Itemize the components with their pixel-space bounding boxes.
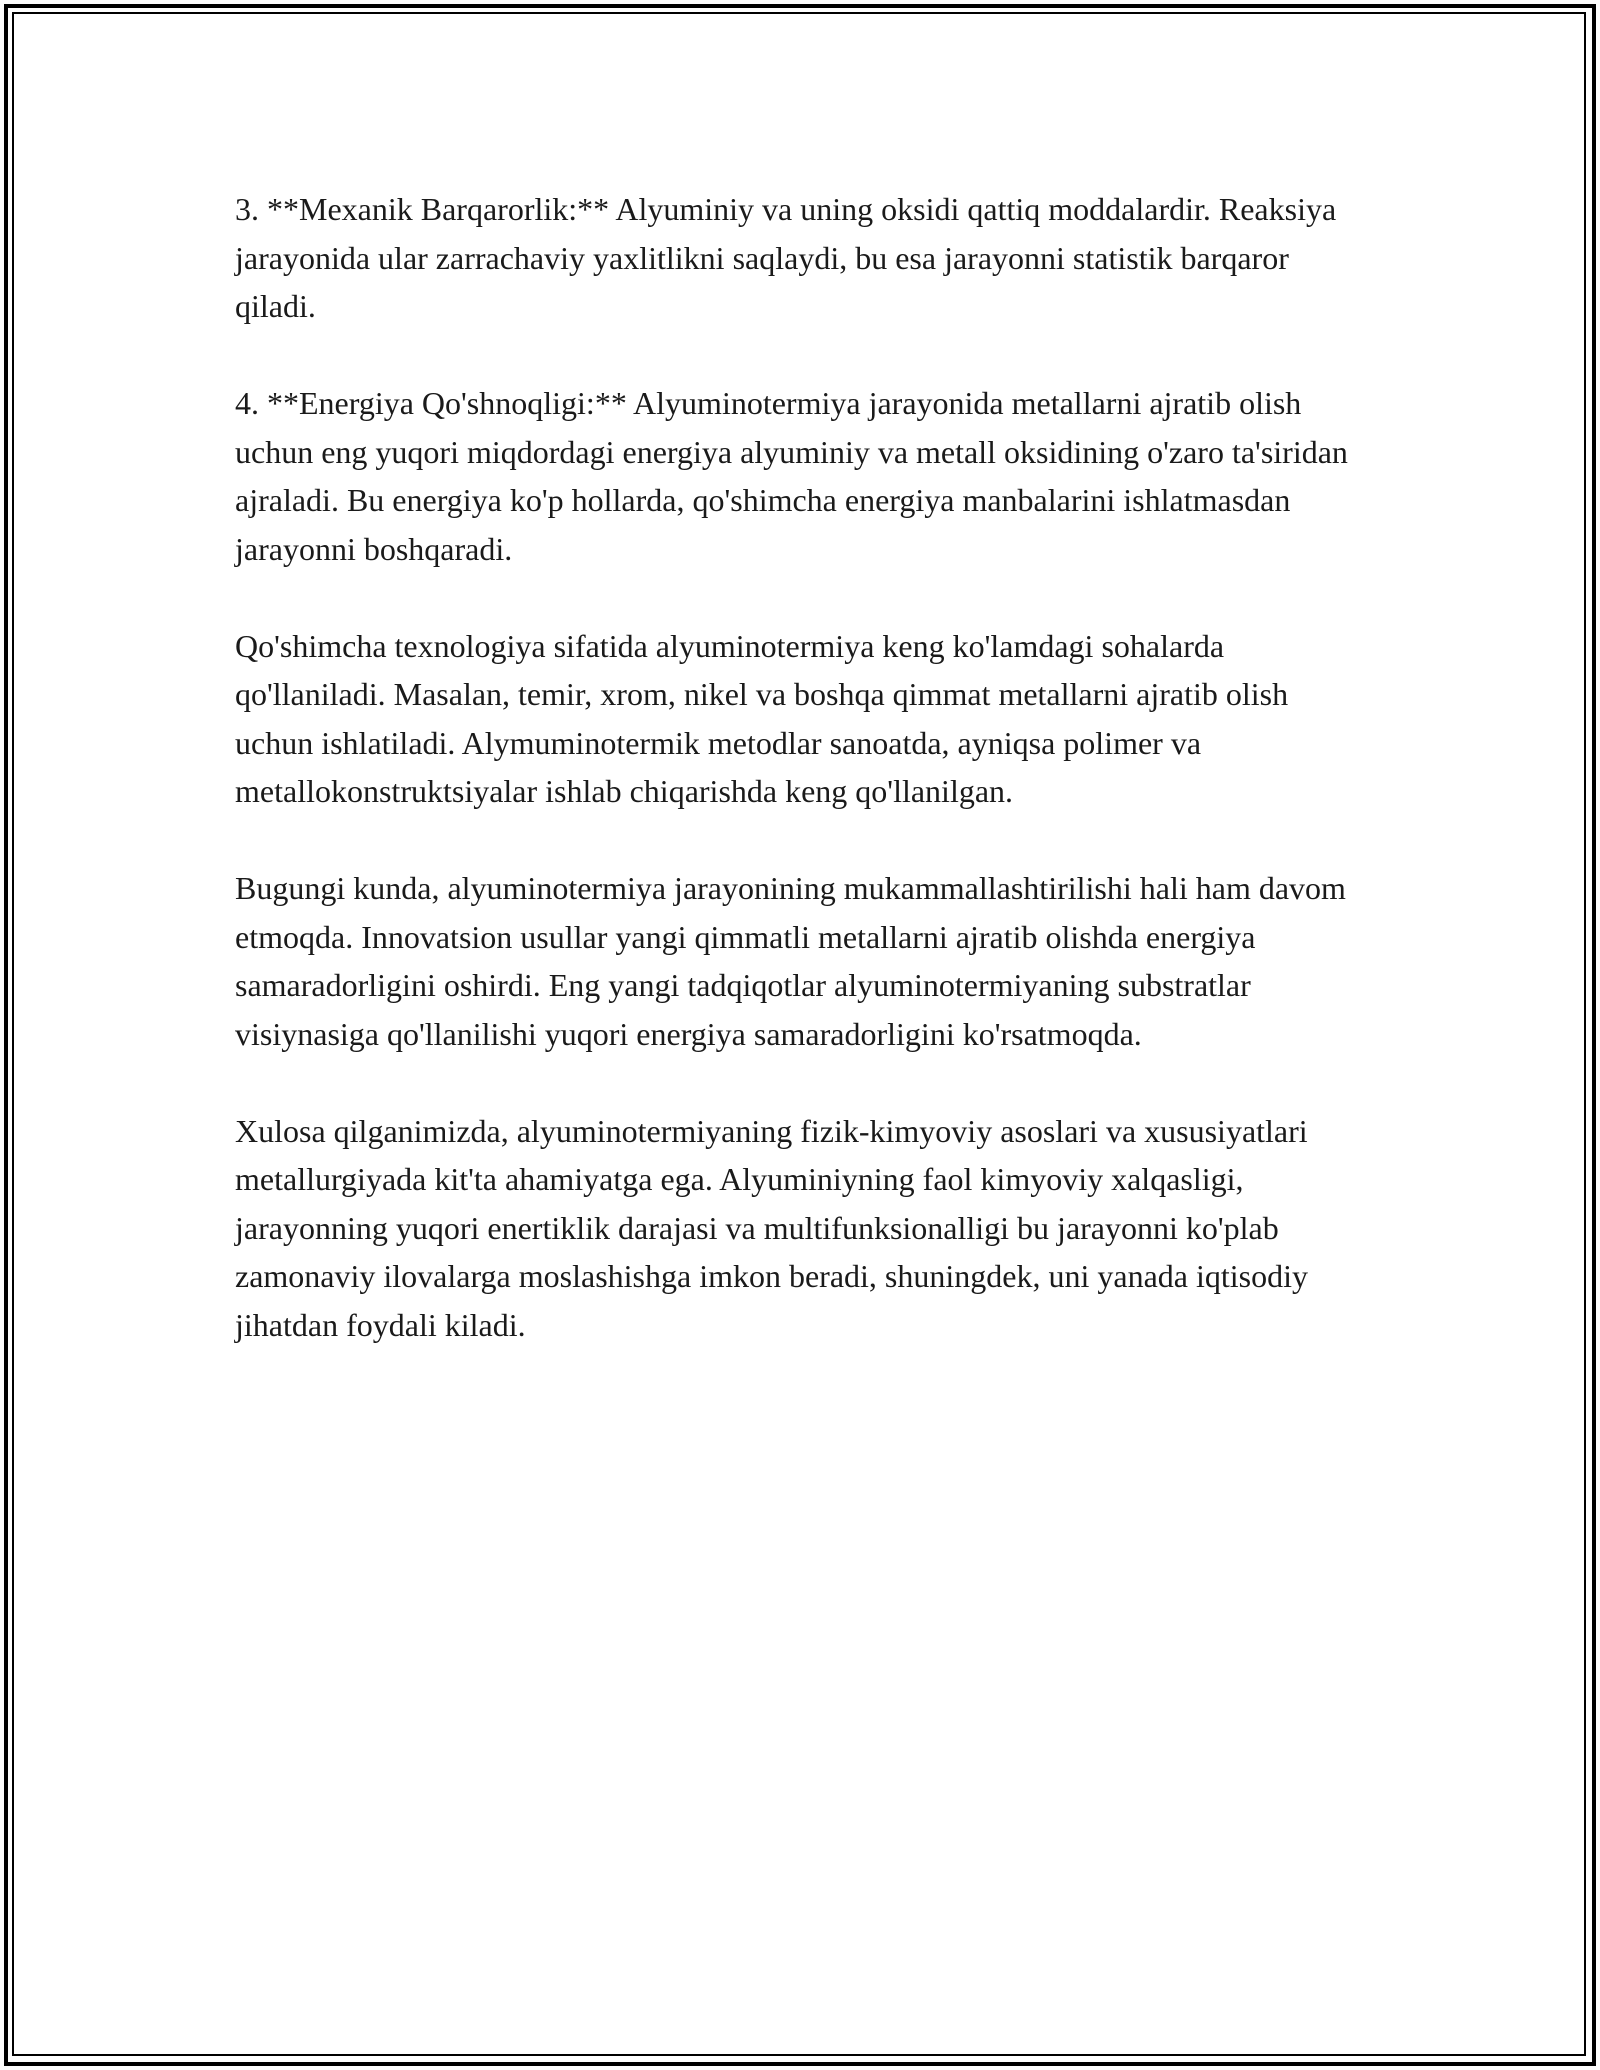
paragraph-mechanical-stability: 3. **Mexanik Barqarorlik:** Alyuminiy va uning oksidi qattiq moddalardir. Reaksiya jarayonida ular zarrachaviy yaxlitlikni saqlaydi, bu esa jarayonni statistik barqaror qiladi. (235, 191, 1337, 324)
paragraph-applications: Qo'shimcha texnologiya sifatida alyuminotermiya keng ko'lamdagi sohalarda qo'llaniladi. Masalan, temir, xrom, nikel va boshqa qimmat metallarni ajratib olish uchun ishlatiladi. Alymuminotermik metodlar sanoatda, ayniqsa polimer va metallokonstruktsiyalar ishlab chiqarishda keng qo'llanilgan. (235, 627, 1289, 809)
paragraph-conclusion: Xulosa qilganimizda, alyuminotermiyaning fizik-kimyoviy asoslari va xususiyatlari metallurgiyada kit'ta ahamiyatga ega. Alyuminiyning faol kimyoviy xalqasligi, jarayonning yuqori enertiklik darajasi va multifunksionalligi bu jarayonni ko'plab zamonaviy ilovalarga moslashishga imkon beradi, shuningdek, uni yanada iqtisodiy jihatdan foydali kiladi. (235, 1112, 1308, 1343)
paragraph-current-research: Bugungi kunda, alyuminotermiya jarayonining mukammallashtirilishi hali ham davom etmoqda. Innovatsion usullar yangi qimmatli metallarni ajratib olishda energiya samaradorligini oshirdi. Eng yangi tadqiqotlar alyuminotermiyaning substratlar visiynasiga qo'llanilishi yuqori energiya samaradorligini ko'rsatmoqda. (235, 870, 1346, 1052)
paragraph-energy-adjacency: 4. **Energiya Qo'shnoqligi:** Alyuminotermiya jarayonida metallarni ajratib olish uchun eng yuqori miqdordagi energiya alyuminiy va metall oksidining o'zaro ta'siridan ajraladi. Bu energiya ko'p hollarda, qo'shimcha energiya manbalarini ishlatmasdan jarayonni boshqaradi. (235, 385, 1348, 567)
document-body (235, 185, 1370, 1349)
